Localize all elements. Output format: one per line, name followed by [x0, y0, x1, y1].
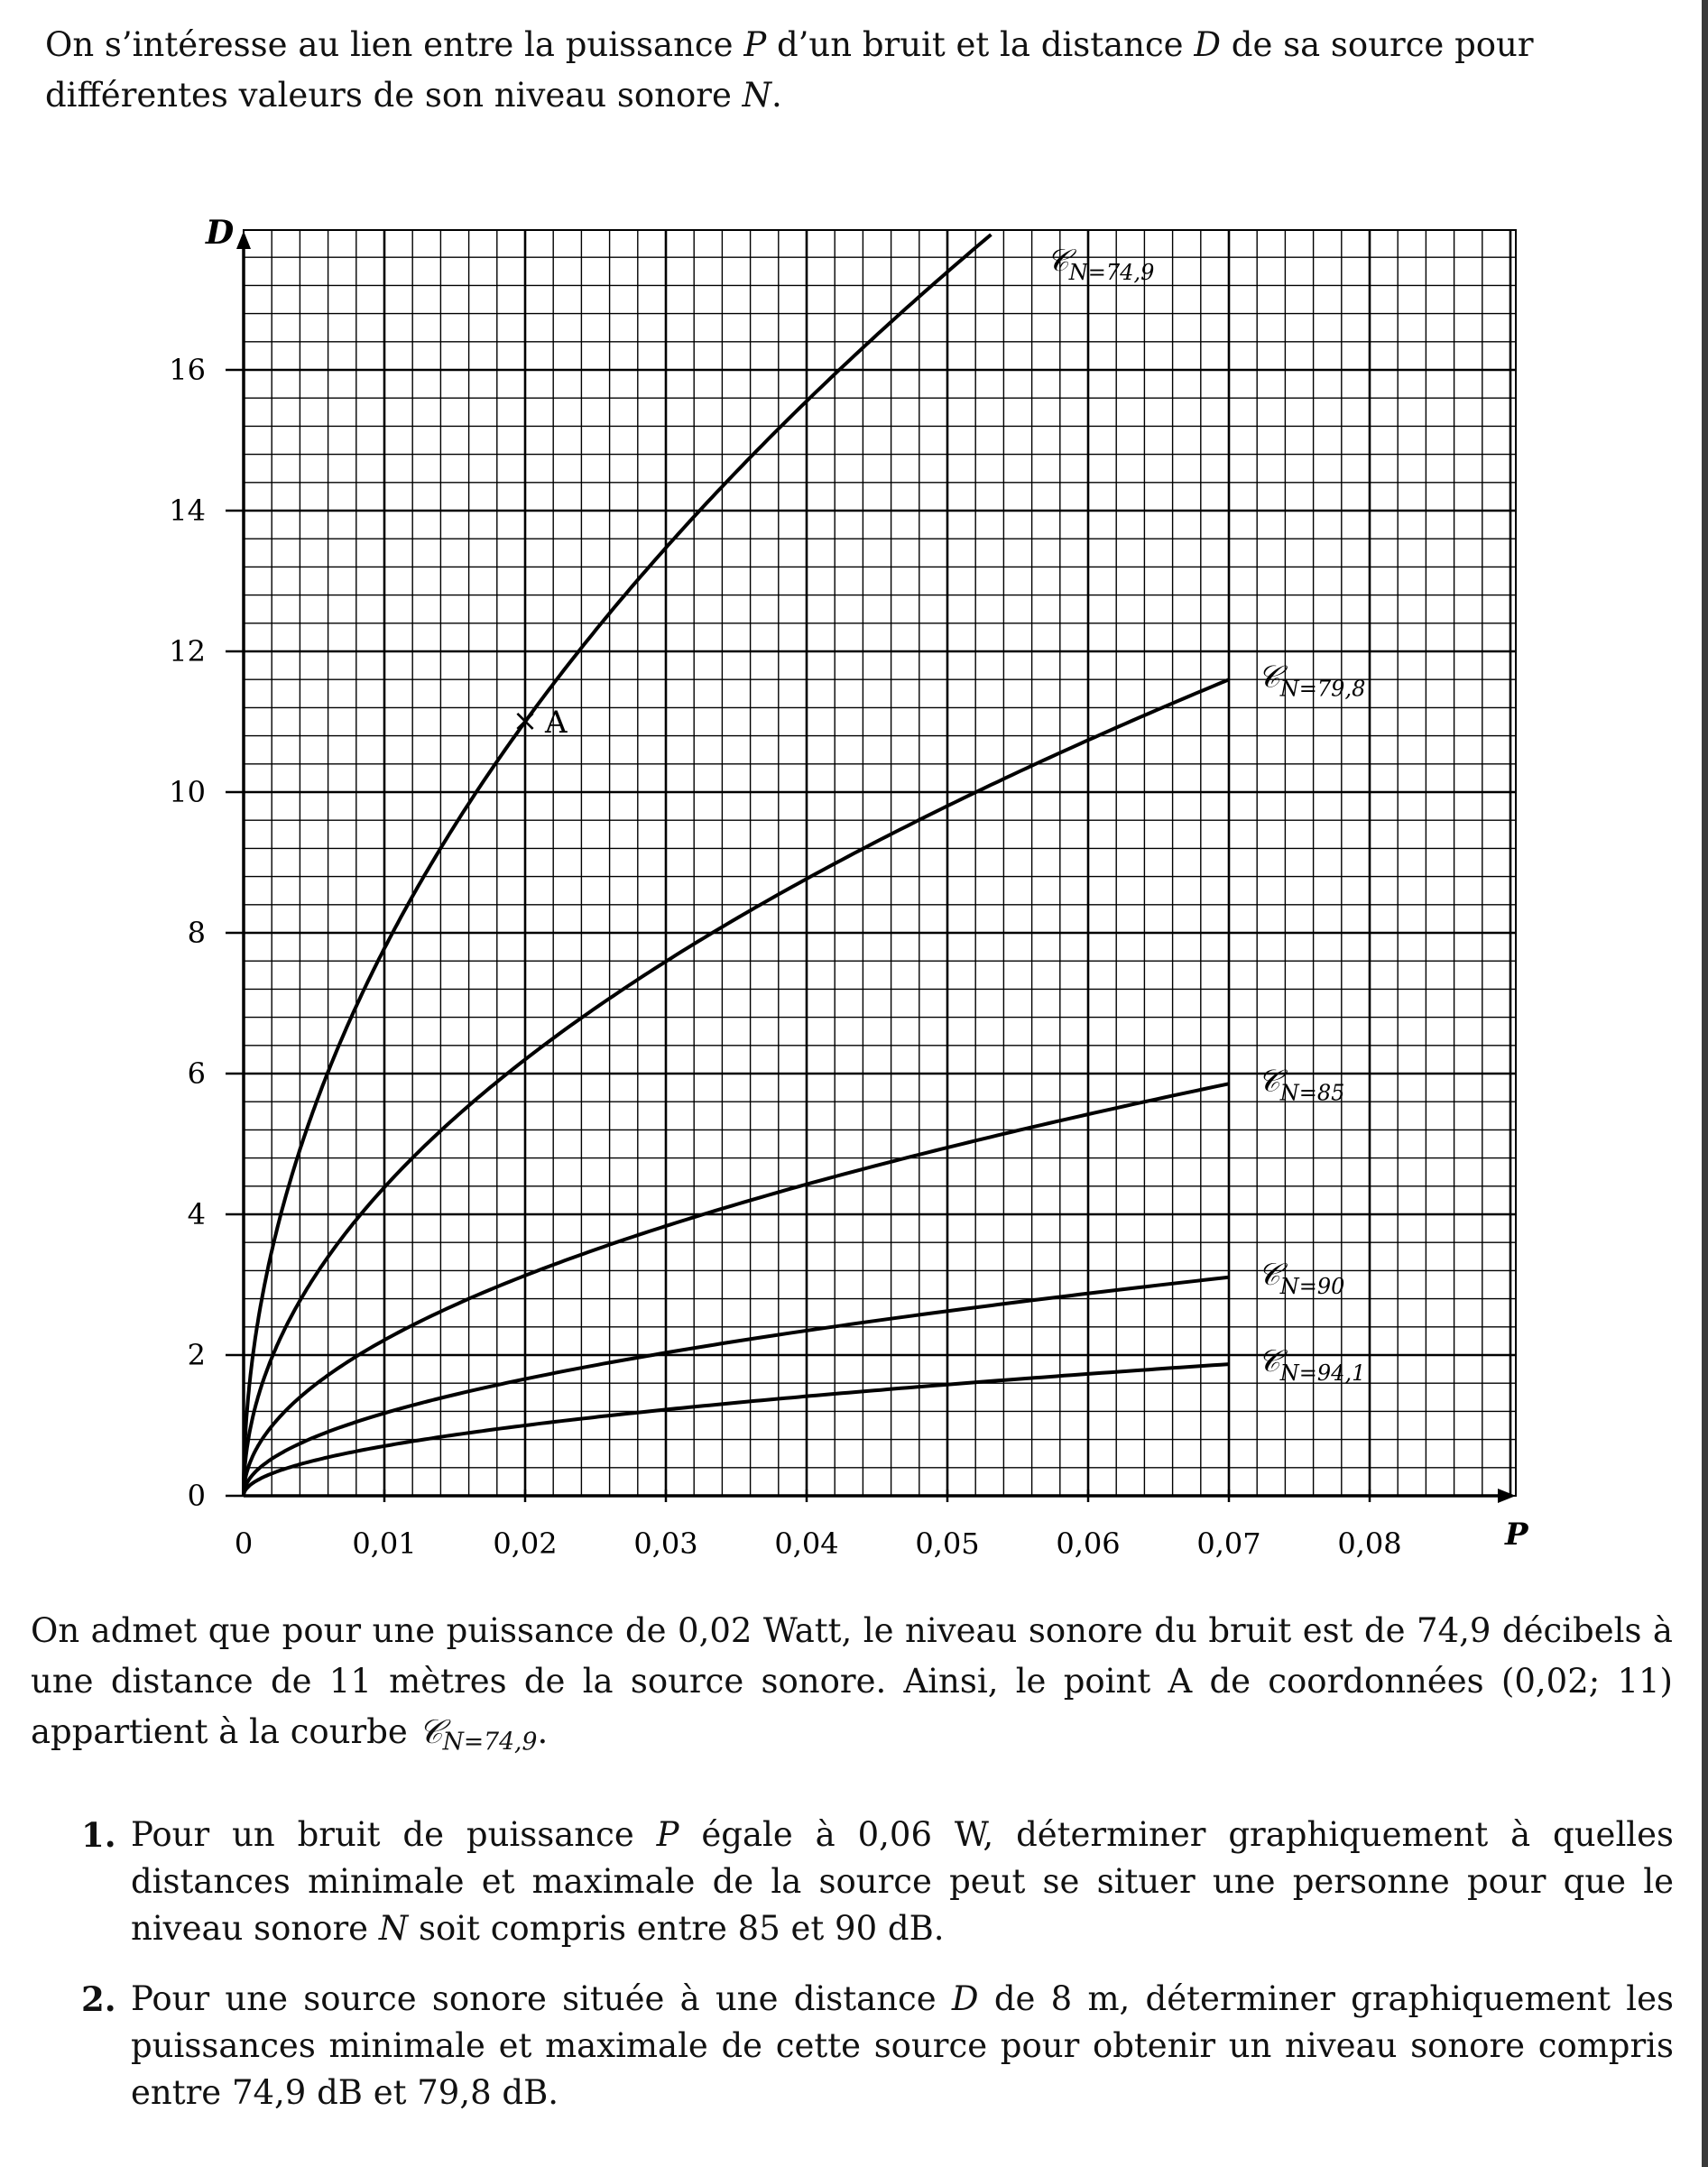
x-tick-label: 0,04	[774, 1526, 839, 1561]
y-tick-label: 12	[169, 634, 206, 669]
intro-text-3: de sa source pour différentes valeurs de son niveau sonore	[45, 25, 1534, 115]
admit-curve-subscript: N=74,9	[442, 1728, 538, 1757]
y-tick-label: 16	[169, 353, 206, 387]
y-tick-label: 0	[187, 1479, 206, 1513]
y-tick-label: 2	[187, 1338, 206, 1372]
question-2-number: 2.	[81, 1979, 116, 2019]
q1-text-end: soit compris entre 85 et 90 dB.	[408, 1909, 945, 1948]
intro-text-end: .	[771, 76, 782, 115]
curve-label-subscript: N=85	[1279, 1080, 1345, 1106]
curve-label	[1047, 243, 1154, 285]
x-tick-label: 0,07	[1196, 1526, 1261, 1561]
q2-text-end: de 8 m, déterminer graphiquement les puissances minimale et maximale de cette source pour obtenir un niveau sonore compris entre 74,9 dB et 79,8 dB.	[131, 1979, 1674, 2112]
intro-text-1: On s’intéresse au lien entre la puissance	[45, 25, 744, 64]
curve-label-symbol: 𝒞	[1258, 659, 1280, 696]
x-tick-label: 0,01	[352, 1526, 417, 1561]
curve-label-symbol: 𝒞	[1258, 1063, 1280, 1100]
curve-label	[1258, 659, 1365, 701]
curve-label	[1258, 1063, 1344, 1105]
question-1	[81, 1812, 1674, 1952]
x-tick-label: 0,08	[1337, 1526, 1402, 1561]
admit-curve-symbol: 𝒞	[418, 1712, 443, 1751]
x-tick-label: 0,06	[1056, 1526, 1121, 1561]
intro-var-p: P	[743, 25, 767, 64]
question-2	[81, 1976, 1674, 2116]
admit-paragraph	[31, 1606, 1673, 1767]
curve-label-subscript: N=74,9	[1068, 260, 1155, 285]
q1-var-n: N	[378, 1909, 409, 1948]
curve-N-94-1	[244, 1364, 1229, 1496]
curve-label	[1258, 1257, 1344, 1299]
intro-text-2: d’un bruit et la distance	[766, 25, 1195, 64]
x-axis-label: P	[1505, 1517, 1528, 1553]
curve-N-90	[244, 1277, 1229, 1496]
q2-var-d: D	[951, 1979, 979, 2018]
q2-text-1: Pour une source sonore située à une distance	[131, 1979, 952, 2018]
chart-tick-labels	[169, 353, 1401, 1561]
chart-curves	[244, 235, 1229, 1496]
y-tick-label: 14	[169, 493, 206, 528]
admit-text: On admet que pour une puissance de 0,02 Watt, le niveau sonore du bruit est de 74,9 décibels à une distance de 11 mètres de la source sonore. Ainsi, le point A de coordonnées (0,02; 11) appartient à la courbe	[31, 1611, 1673, 1751]
chart-grid	[244, 230, 1516, 1496]
curve-label-symbol: 𝒞	[1047, 243, 1069, 279]
x-tick-label: 0,03	[633, 1526, 698, 1561]
question-1-number: 1.	[81, 1815, 116, 1855]
question-1-text	[131, 1812, 1674, 1952]
chart-axes	[205, 214, 1529, 1553]
curve-label-symbol: 𝒞	[1258, 1343, 1280, 1380]
intro-var-n: N	[742, 76, 771, 115]
point-a-marker: ×	[512, 703, 539, 739]
q1-text-1: Pour un bruit de puissance	[131, 1815, 657, 1854]
y-tick-label: 10	[169, 775, 206, 809]
x-axis-arrow	[1498, 1489, 1516, 1503]
question-2-text	[131, 1976, 1674, 2116]
y-tick-label: 6	[187, 1056, 206, 1091]
x-tick-label: 0,05	[915, 1526, 980, 1561]
y-axis-arrow	[236, 231, 251, 249]
curve-label-subscript: N=94,1	[1279, 1360, 1366, 1387]
x-tick-label: 0,02	[493, 1526, 558, 1561]
curve-label-symbol: 𝒞	[1258, 1256, 1280, 1293]
x-tick-label: 0	[234, 1526, 254, 1561]
y-tick-label: 4	[187, 1197, 206, 1231]
point-a-label: A	[545, 705, 568, 741]
admit-text-end: .	[537, 1712, 549, 1751]
y-axis-label: D	[206, 214, 235, 252]
y-tick-label: 8	[187, 916, 206, 950]
curve-label-subscript: N=79,8	[1279, 676, 1366, 702]
curve-label-subscript: N=90	[1279, 1273, 1345, 1299]
chart-annotations	[512, 703, 568, 741]
q1-text-2: égale à 0,06 W, déterminer graphiquement à quelles distances minimale et maximale de la source peut se situer une personne pour que le niveau sonore	[131, 1815, 1674, 1948]
q1-var-p: P	[656, 1815, 679, 1854]
grid-frame	[244, 230, 1516, 1496]
curve-label	[1258, 1343, 1365, 1386]
curve-N-85	[244, 1084, 1229, 1496]
intro-var-d: D	[1194, 25, 1222, 64]
